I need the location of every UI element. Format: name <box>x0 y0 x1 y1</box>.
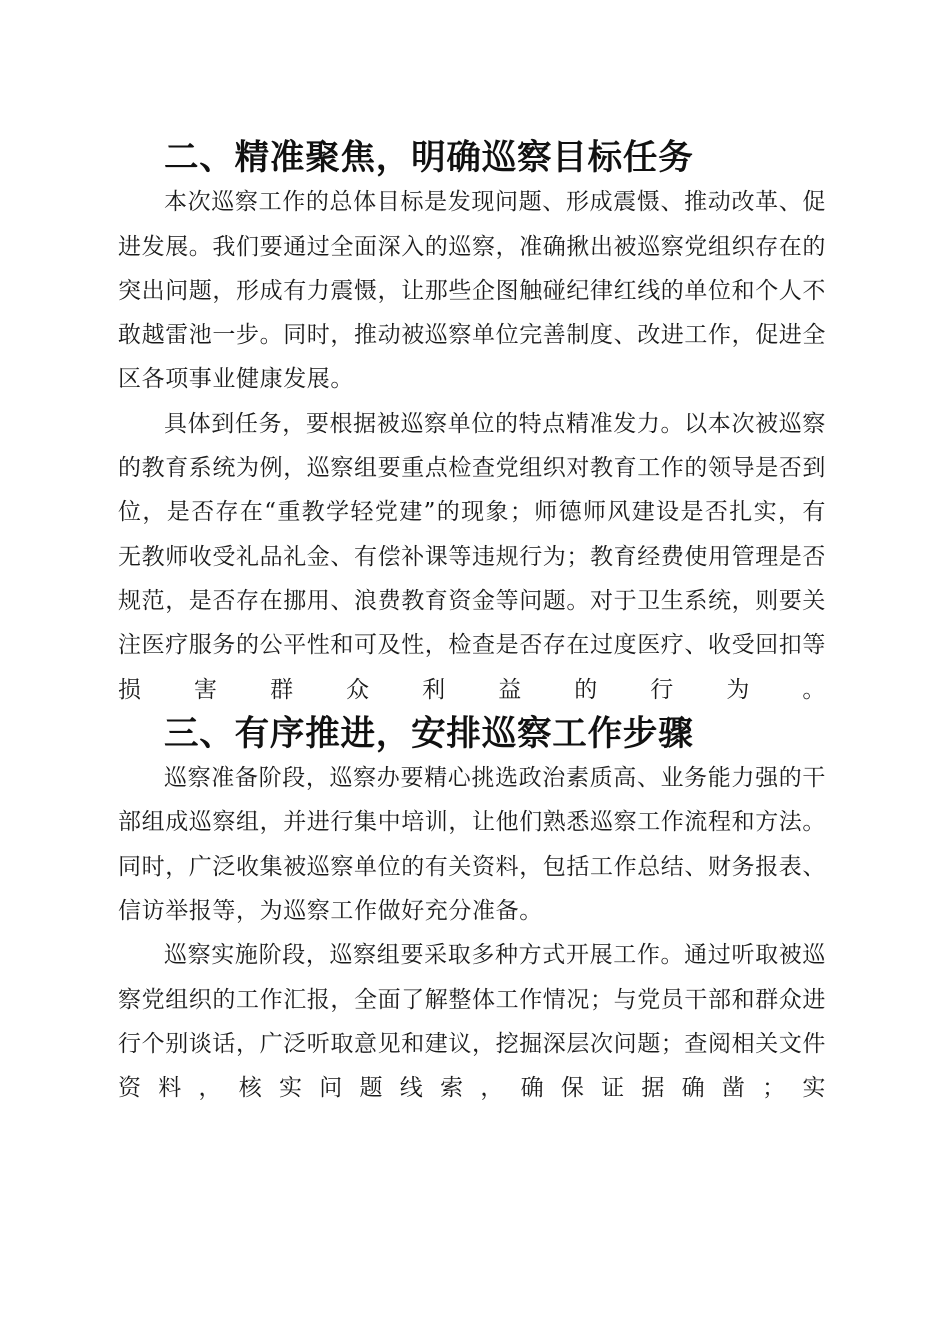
section-heading-2: 二、精准聚焦，明确巡察目标任务 <box>164 138 694 178</box>
section-3-paragraph-2: 巡察实施阶段，巡察组要采取多种方式开展工作。通过听取被巡察党组织的工作汇报，全面了解整体工作情况；与党员干部和群众进行个别谈话，广泛听取意见和建议，挖掘深层次问题；查阅相关文件资料，核实问题线索，确保证据确凿；实 <box>118 942 826 1102</box>
section-2-paragraph-1: 本次巡察工作的总体目标是发现问题、形成震慑、推动改革、促进发展。我们要通过全面深入的巡察，准确揪出被巡察党组织存在的突出问题，形成有力震慑，让那些企图触碰纪律红线的单位和个人不敢越雷池一步。同时，推动被巡察单位完善制度、改进工作，促进全区各项事业健康发展。 <box>118 189 826 393</box>
section-heading-3: 三、有序推进，安排巡察工作步骤 <box>164 713 694 754</box>
section-2-paragraph-2: 具体到任务，要根据被巡察单位的特点精准发力。以本次被巡察的教育系统为例，巡察组要重点检查党组织对教育工作的领导是否到位，是否存在“重教学轻党建”的现象；师德师风建设是否扎实，有无教师收受礼品礼金、有偿补课等违规行为；教育经费使用管理是否规范，是否存在挪用、浪费教育资金等问题。对于卫生系统，则要关注医疗服务的公平性和可及性，检查是否存在过度医疗、收受回扣等损害群众利益的行为。 <box>118 410 826 703</box>
section-3-paragraph-1: 巡察准备阶段，巡察办要精心挑选政治素质高、业务能力强的干部组成巡察组，并进行集中培训，让他们熟悉巡察工作流程和方法。同时，广泛收集被巡察单位的有关资料，包括工作总结、财务报表、信访举报等，为巡察工作做好充分准备。 <box>118 765 826 925</box>
document-body <box>118 136 826 1111</box>
